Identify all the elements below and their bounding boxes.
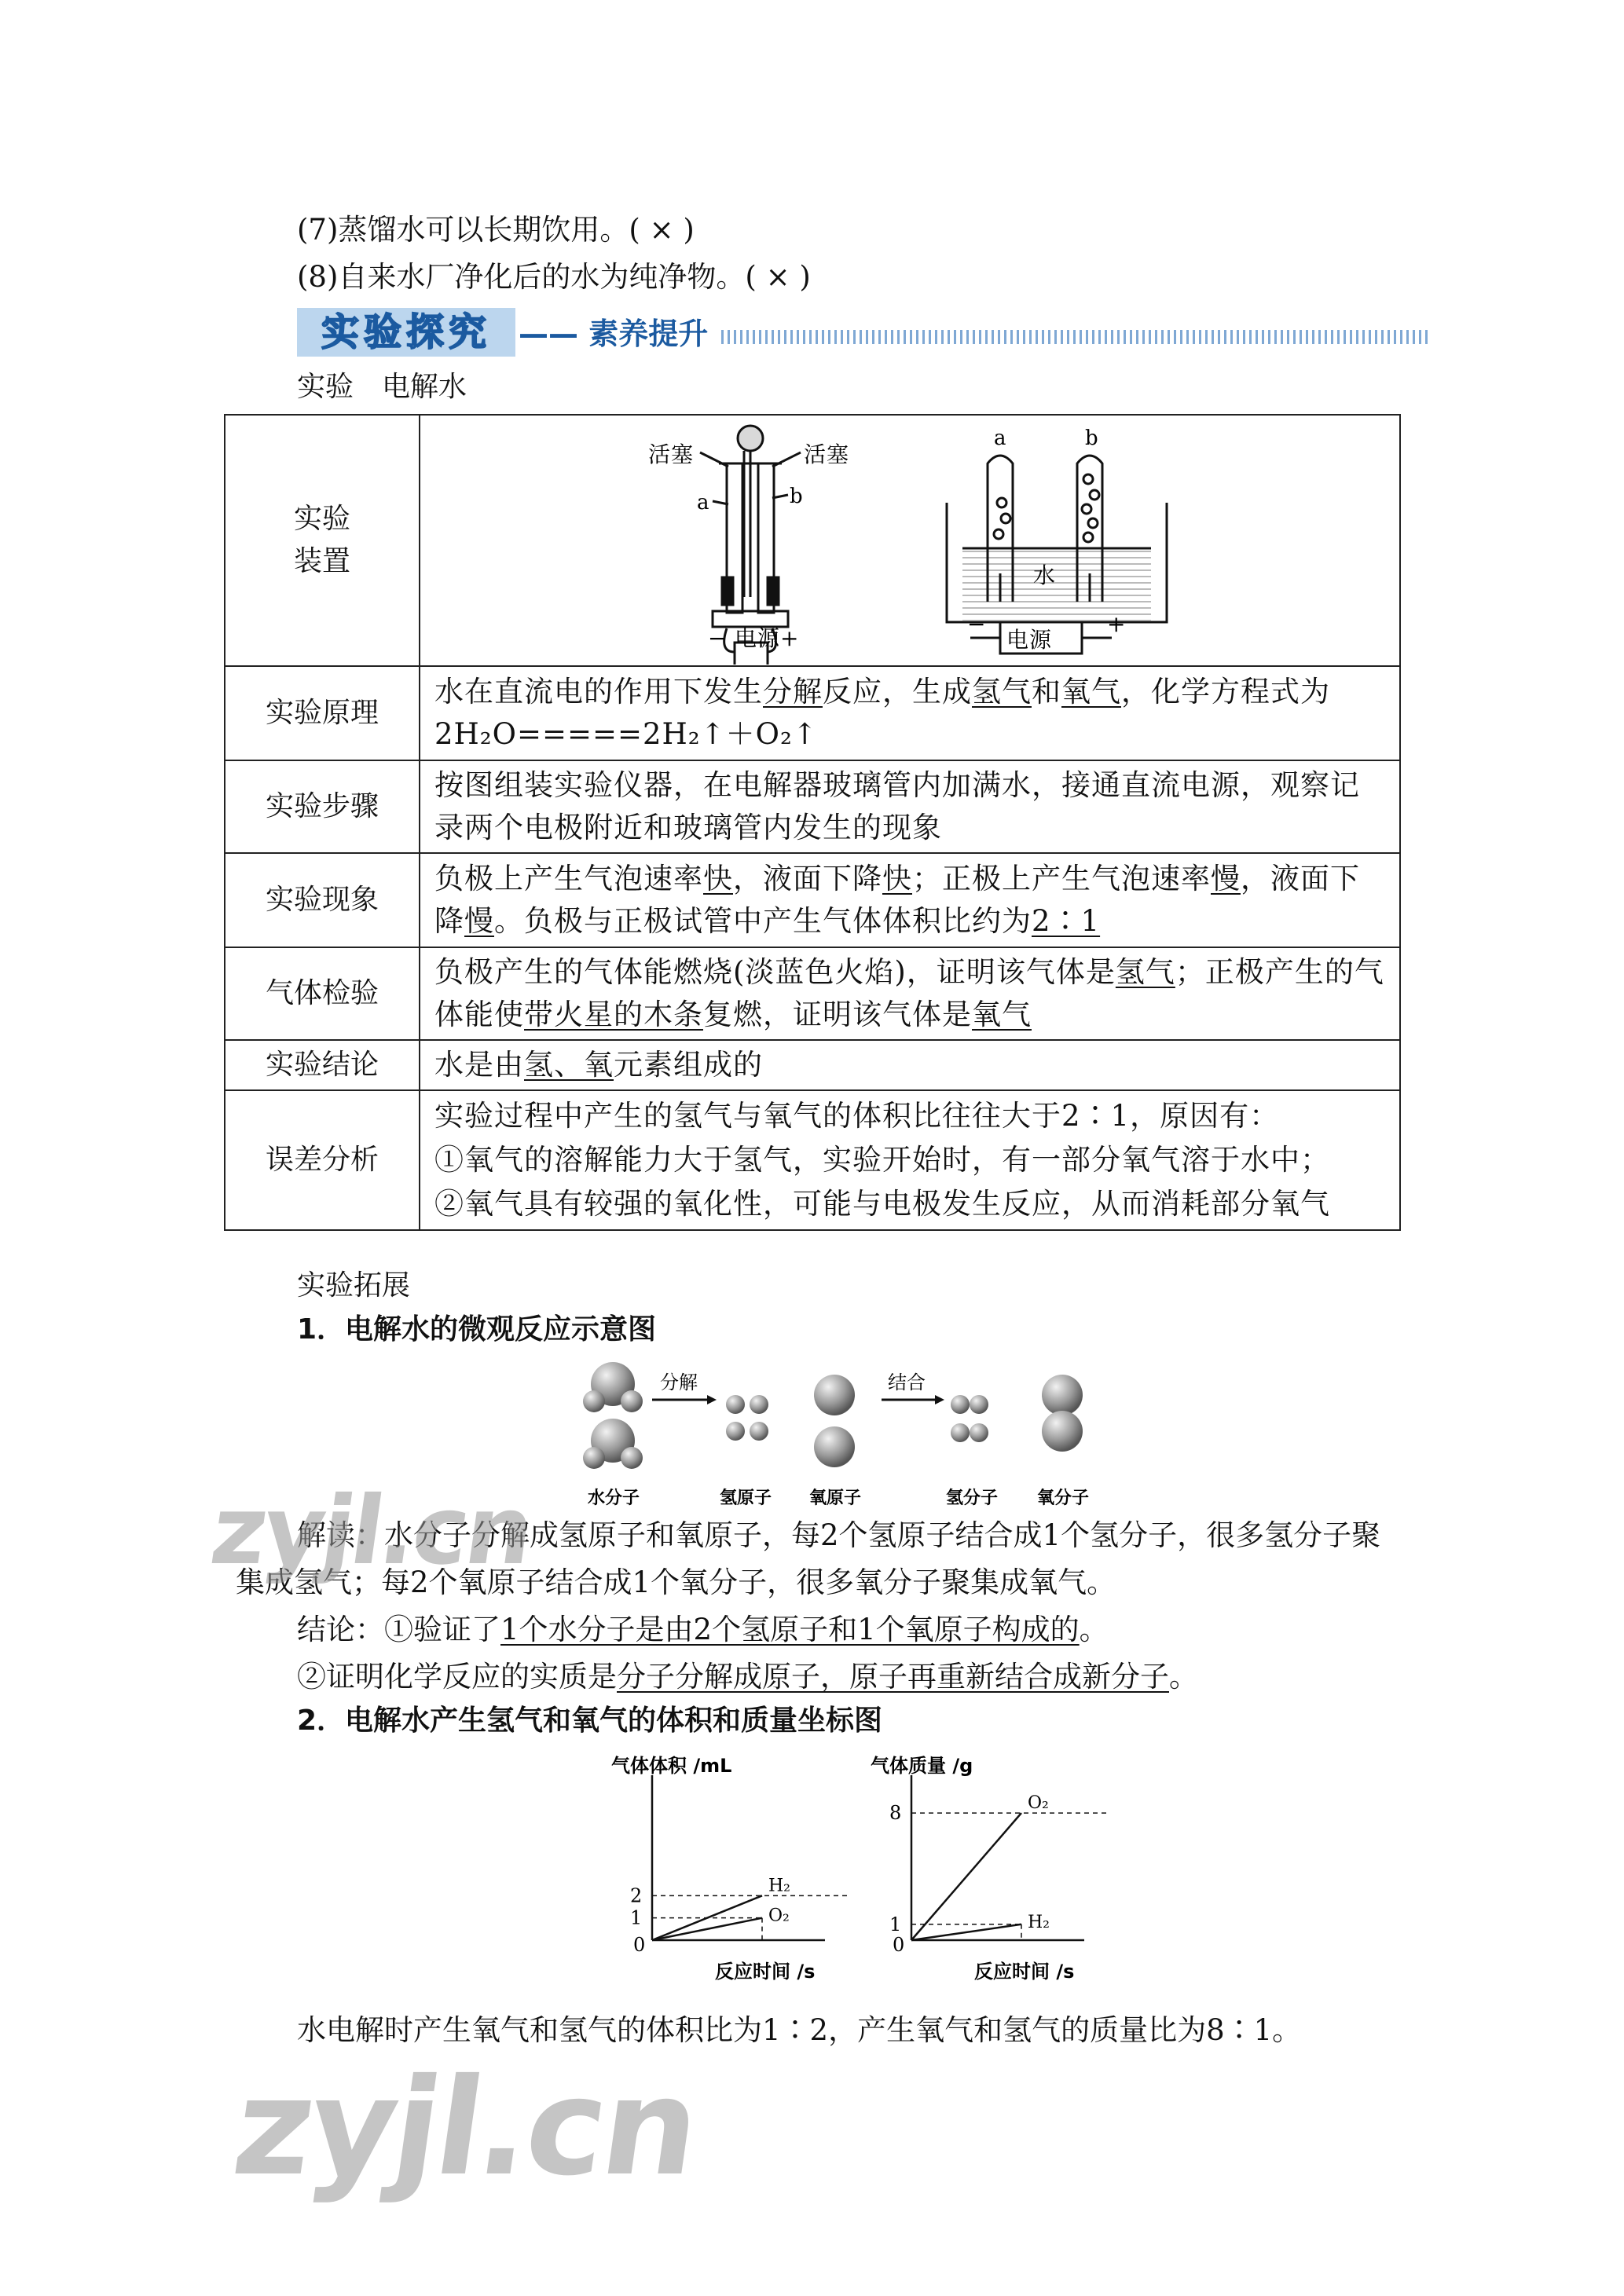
hydrogen-molecules (951, 1395, 988, 1442)
test-text: 复燃，证明该气体是 (703, 998, 972, 1031)
error-line-1: 实验过程中产生的氢气与氧气的体积比往往大于2∶1，原因有： (434, 1099, 1280, 1133)
principle-text: ，化学方程式为 (1121, 675, 1330, 709)
mass-chart (856, 1752, 1108, 1987)
experiment-heading: 实验 电解水 (297, 371, 467, 403)
series-label-1: H₂ (1028, 1912, 1050, 1932)
origin-label: 0 (633, 1934, 646, 1956)
y-tick-label: 8 (889, 1802, 902, 1825)
label-minus-left: − (708, 625, 728, 651)
final-statement: 水电解时产生氧气和氢气的体积比为1∶2，产生氧气和氢气的质量比为8∶1。 (297, 2013, 1302, 2047)
extension-title: 实验拓展 (297, 1269, 411, 1302)
reading-line-1: 解读：水分子分解成氢原子和氧原子，每2个氢原子结合成1个氢分子，很多氢分子聚 (297, 1518, 1381, 1552)
phenomena-text: ；正极上产生气泡速率 (912, 862, 1211, 895)
conclusion-end: 。 (1079, 1613, 1109, 1646)
row-key-apparatus: 实验 装置 (225, 415, 420, 666)
row-key-phenomena: 实验现象 (225, 853, 420, 947)
test-text: 负极产生的气体能燃烧(淡蓝色火焰)，证明该气体是 (434, 955, 1116, 989)
label-hydrogen-atom: 氢原子 (720, 1489, 772, 1508)
label-hydrogen-molecule: 氢分子 (946, 1489, 999, 1508)
banner-stripe-decoration (721, 330, 1428, 344)
label-oxygen-atom: 氧原子 (809, 1489, 862, 1508)
apparatus-figure (420, 416, 1399, 665)
conclusion-prefix: ②证明化学反应的实质是 (297, 1660, 617, 1694)
conclusion-prefix: 结论：①验证了 (297, 1613, 500, 1646)
conclusion-line-1 (297, 1610, 1109, 1650)
apparatus-figure-cell (420, 415, 1400, 666)
principle-text: 和 (1032, 675, 1061, 709)
section-banner-title: 实验探究 (297, 308, 515, 357)
label-tube-a-right: a (994, 427, 1007, 450)
answer-elements: 氢、氧 (524, 1048, 614, 1082)
water-molecules (583, 1362, 643, 1469)
row-key-steps: 实验步骤 (225, 760, 420, 853)
series-label-0: H₂ (768, 1876, 791, 1896)
arrow-label-decompose: 分解 (660, 1371, 698, 1393)
answer-fast-1: 快 (703, 862, 733, 895)
principle-text: 反应，生成 (823, 675, 972, 709)
row-key-error: 误差分析 (225, 1090, 420, 1230)
error-line-3: ②氧气具有较强的氧化性，可能与电极发生反应，从而消耗部分氧气 (434, 1187, 1330, 1221)
micro-reaction-diagram (566, 1353, 1116, 1510)
answer-ratio: 2∶1 (1032, 904, 1101, 938)
row-key-conclusion: 实验结论 (225, 1040, 420, 1090)
y-tick-label: 1 (630, 1906, 643, 1929)
phenomena-text: 负极上产生气泡速率 (434, 862, 703, 895)
row-value-principle (420, 666, 1400, 760)
label-plus-right: + (1107, 611, 1127, 637)
answer-oxygen-gas: 氧气 (972, 998, 1032, 1031)
watermark-mid: zyjl.cn (204, 1477, 538, 1586)
reading-line-2: 集成氢气；每2个氧原子结合成1个氧分子，很多氧分子聚集成氧气。 (236, 1565, 1116, 1599)
label-valve-left: 活塞 (648, 441, 695, 467)
phenomena-text: ，液面下降 (434, 862, 1360, 938)
origin-label: 0 (893, 1934, 905, 1956)
volume-chart (597, 1752, 849, 1987)
y-axis-label: 气体体积 /mL (611, 1755, 732, 1777)
label-minus-right: − (967, 611, 987, 637)
watermark-bottom: zyjl.cn (225, 2050, 706, 2206)
oxygen-atoms (814, 1375, 855, 1467)
label-tube-b-right: b (1085, 427, 1099, 450)
label-oxygen-molecule: 氧分子 (1037, 1489, 1090, 1508)
hydrogen-atoms (726, 1395, 768, 1441)
label-water-molecule: 水分子 (588, 1489, 640, 1508)
judgement-item-8: (8)自来水厂净化后的水为纯净物。( × ) (297, 260, 811, 294)
series-line-0 (911, 1813, 1021, 1940)
error-line-2: ①氧气的溶解能力大于氢气，实验开始时，有一部分氧气溶于水中； (434, 1143, 1330, 1177)
test-text: ；正极产生的气体能使 (434, 955, 1384, 1031)
extension-item-2: 2．电解水产生氢气和氧气的体积和质量坐标图 (297, 1705, 883, 1737)
answer-glowing-splint: 带火星的木条 (524, 998, 703, 1031)
conclusion-text: 元素组成的 (614, 1048, 763, 1082)
row-value-phenomena (420, 853, 1400, 947)
conclusion-line-2 (297, 1657, 1198, 1697)
y-tick-label: 1 (889, 1913, 902, 1935)
label-power-right: 电源 (1006, 627, 1053, 653)
series-line-1 (652, 1918, 762, 1940)
row-value-conclusion (420, 1040, 1400, 1090)
phenomena-text: ，液面下降 (733, 862, 882, 895)
answer-reaction-essence: 分子分解成原子，原子再重新结合成新分子 (617, 1660, 1169, 1694)
phenomena-text: 。负极与正极试管中产生气体体积比约为 (494, 904, 1032, 938)
answer-hydrogen: 氢气 (972, 675, 1032, 709)
row-value-error (420, 1090, 1400, 1230)
oxygen-molecule (1042, 1375, 1083, 1452)
x-axis-label: 反应时间 /s (974, 1961, 1075, 1983)
label-power-left: 电源 (735, 625, 781, 651)
x-axis-label: 反应时间 /s (715, 1961, 816, 1983)
label-water: 水 (1033, 562, 1057, 588)
judgement-item-7: (7)蒸馏水可以长期饮用。( × ) (297, 213, 695, 247)
conclusion-end: 。 (1169, 1660, 1198, 1694)
answer-water-molecule-composition: 1个水分子是由2个氢原子和1个氧原子构成的 (500, 1613, 1080, 1646)
conclusion-text: 水是由 (434, 1048, 524, 1082)
chemical-equation: 2H₂O=====2H₂↑＋O₂↑ (434, 717, 818, 751)
series-label-0: O₂ (1028, 1793, 1049, 1814)
answer-slow-1: 慢 (1211, 862, 1241, 895)
answer-hydrogen-gas: 氢气 (1115, 955, 1175, 989)
principle-text: 水在直流电的作用下发生 (434, 675, 763, 709)
extension-item-1: 1．电解水的微观反应示意图 (297, 1313, 657, 1346)
row-key-principle: 实验原理 (225, 666, 420, 760)
answer-decompose: 分解 (763, 675, 823, 709)
experiment-table (224, 414, 1401, 1231)
answer-fast-2: 快 (882, 862, 912, 895)
row-key-gas-test: 气体检验 (225, 947, 420, 1040)
label-plus-left: + (780, 625, 800, 651)
label-tube-b-left: b (790, 485, 804, 508)
arrow-label-combine: 结合 (888, 1371, 926, 1393)
series-line-1 (911, 1924, 1021, 1940)
y-tick-label: 2 (630, 1884, 643, 1907)
answer-oxygen: 氧气 (1061, 675, 1121, 709)
row-value-steps: 按图组装实验仪器，在电解器玻璃管内加满水，接通直流电源，观察记录两个电极附近和玻璃管内发生的现象 (420, 760, 1400, 853)
series-label-1: O₂ (768, 1906, 790, 1926)
label-tube-a-left: a (697, 491, 710, 514)
answer-slow-2: 慢 (464, 904, 494, 938)
row-value-gas-test (420, 947, 1400, 1040)
y-axis-label: 气体质量 /g (871, 1755, 973, 1777)
label-valve-right: 活塞 (804, 441, 850, 467)
section-banner-subtitle: —— 素养提升 (519, 317, 709, 351)
